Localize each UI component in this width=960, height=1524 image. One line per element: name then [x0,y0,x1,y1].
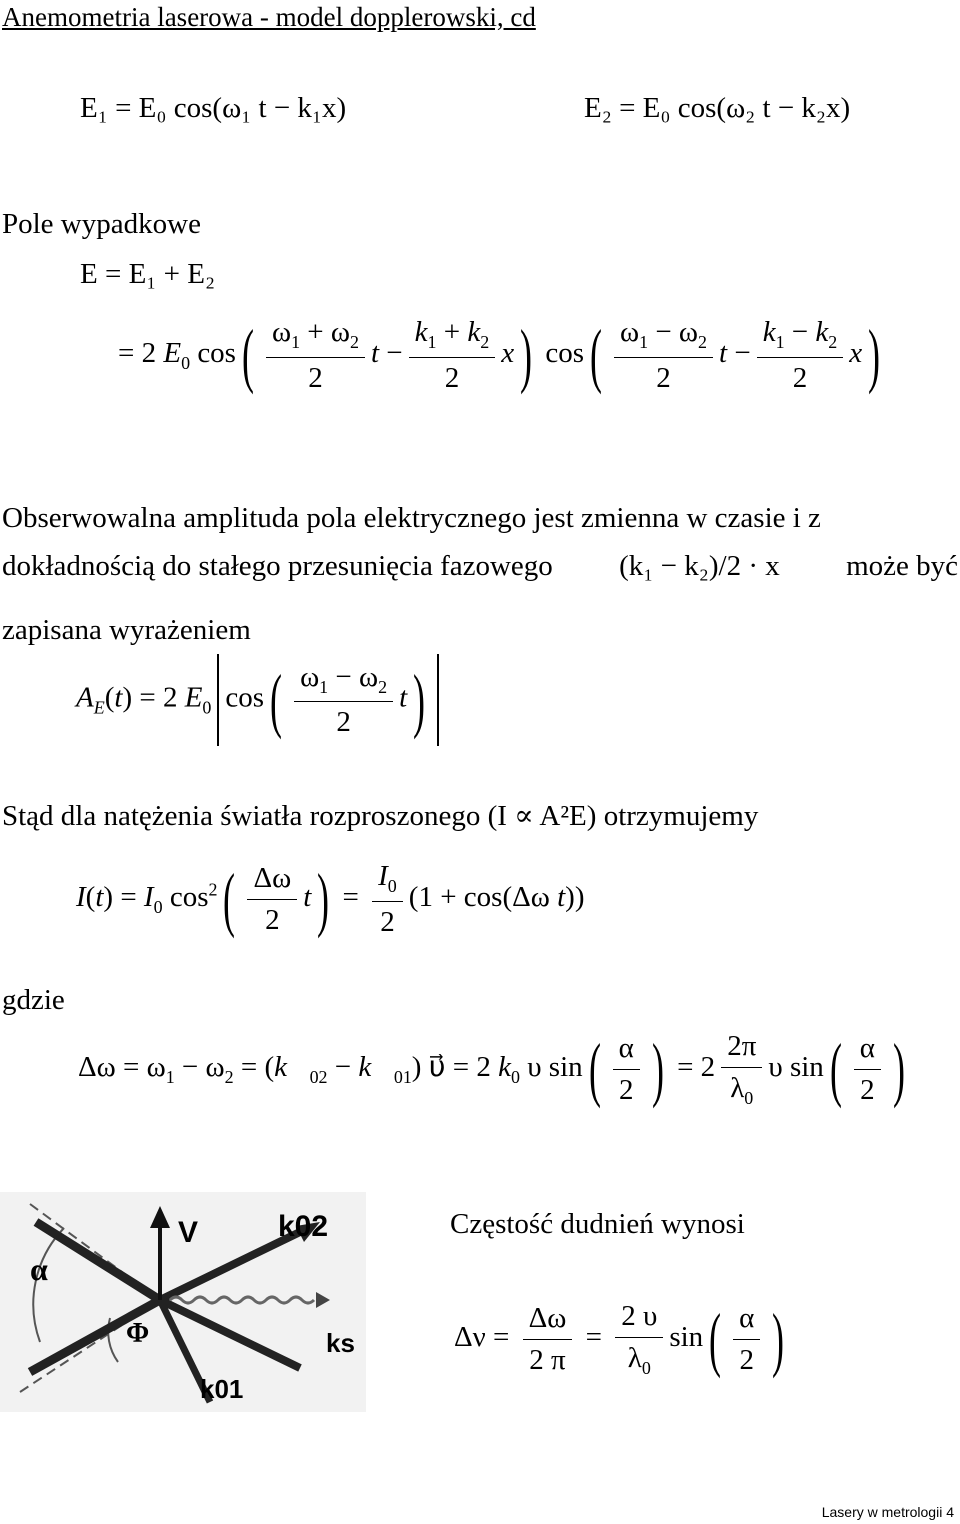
equation-beat-frequency: Δν = $\frac{\Delta\omega}{2 \pi}$ = $\frac{2 \upsilon}{\lambda_0}$ sin( $\frac{\alpha}{2}$ ) [454,1299,785,1380]
intensity-text-end: otrzymujemy [603,800,759,832]
observable-text-line3: zapisana wyrażeniem [2,614,251,646]
equation-e1: E₁ = E₀ cos(ω₁ t − k₁x) [80,92,347,124]
equation-delta-omega: $\Delta\omega = \omega_1 - \omega_2$ = ($k⃗_{02}$ − $k⃗_{01}$) υ⃗ = 2 $k_0$ υ sin( $\frac{\alpha}{2}$ ) = 2 $\frac{2\pi}{\lambda_0}$ υ sin( $\frac{\alpha}{2}$ ) [78,1029,905,1110]
phase-shift-expression: (k₁ − k₂)/2 · x [619,550,780,582]
intensity-text-start: Stąd dla natężenia światła rozproszonego [2,800,481,832]
observable-text-line1: Obserwowalna amplituda pola elektrycznego jest zmienna w czasie i z [2,502,821,534]
beat-frequency-text: Częstość dudnień wynosi [450,1208,745,1240]
resultant-field-text: Pole wypadkowe [2,208,201,240]
label-alpha: α [30,1251,48,1287]
proportional-expression: (I ∝ A²E) [487,800,597,832]
equation-expanded: = 2 $E_0$ cos( $\frac{\omega_1 + \omega_2}{2}$ t − $\frac{k_1 + k_2}{2}$ x) cos( $\frac{\omega_1 - \omega_2}{2}$ t − $\frac{k_1 - k_2}{2}$ x) [118,315,881,396]
label-k01: k01 [200,1374,244,1404]
page-title: Anemometria laserowa - model dopplerowski, cd [2,2,536,32]
doppler-geometry-figure [0,1192,370,1419]
observable-text-line2-start: dokładnością do stałego przesunięcia fazowego [2,550,553,582]
equation-e2: E₂ = E₀ cos(ω₂ t − k₂x) [584,92,851,124]
equation-intensity: $I(t) = I_0$ $\cos^2$( $\frac{\Delta\omega}{2}$ t) = $\frac{I_0}{2}$ (1 + cos(Δω t)) [76,859,585,940]
intensity-text [2,798,758,833]
equation-amplitude: $A_E(t) = 2$ $E_0$ cos( $\frac{\omega_1 - \omega_2}{2}$ t) [76,654,445,746]
observable-text-line2 [2,550,958,583]
label-ks: ks [326,1328,355,1358]
where-text: gdzie [2,984,65,1016]
label-v: V [178,1216,199,1249]
label-phi: Φ [126,1318,150,1349]
page-footer: Lasery w metrologii 4 [821,1504,954,1520]
equation-sum: E = E₁ + E₂ [80,258,216,290]
label-k02: k02 [278,1210,329,1243]
observable-text-line2-end: może być [846,550,958,582]
doppler-geometry-svg [0,1192,370,1414]
